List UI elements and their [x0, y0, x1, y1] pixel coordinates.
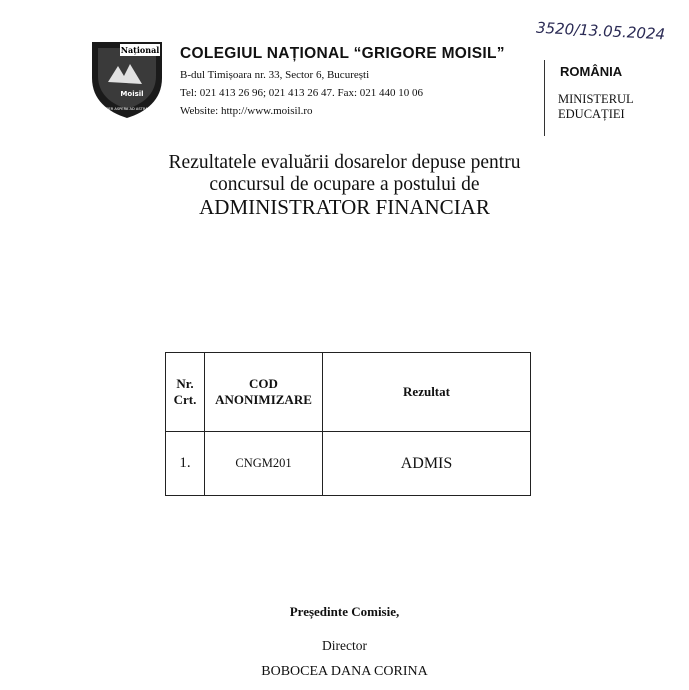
logo-text-mid: Moisil [120, 90, 144, 98]
header-code-line1: COD [249, 376, 278, 391]
cell-nr: 1. [166, 432, 205, 496]
school-website[interactable]: Website: http://www.moisil.ro [180, 105, 313, 117]
table-row [166, 432, 531, 496]
header-code [205, 353, 323, 432]
document-title [0, 152, 689, 218]
school-phone: Tel: 021 413 26 96; 021 413 26 47. Fax: 021 440 10 06 [180, 87, 424, 99]
director-name: BOBOCEA DANA CORINA [261, 664, 428, 679]
title-line-1: Rezultatele evaluării dosarelor depuse pentru [168, 152, 521, 173]
header-nr [166, 353, 205, 432]
cell-result: ADMIS [323, 432, 531, 496]
title-line-3: ADMINISTRATOR FINANCIAR [199, 195, 490, 219]
title-line-2: concursul de ocupare a postului de [209, 174, 480, 195]
ministry-label [558, 92, 634, 122]
logo-text-top: Național [120, 45, 160, 55]
header-nr-line1: Nr. [176, 376, 194, 391]
header-divider [544, 60, 545, 136]
cell-code: CNGM201 [205, 432, 323, 496]
header-result: Rezultat [323, 353, 531, 432]
school-name: COLEGIUL NAȚIONAL “GRIGORE MOISIL” [180, 45, 505, 62]
ministry-line-1: MINISTERUL [558, 92, 634, 106]
table-header-row [166, 353, 531, 432]
header-code-line2: ANONIMIZARE [215, 392, 312, 407]
ministry-line-2: EDUCAȚIEI [558, 107, 625, 121]
school-logo [86, 38, 168, 120]
header-nr-line2: Crt. [173, 392, 197, 407]
school-address: B-dul Timișoara nr. 33, Sector 6, București [180, 69, 370, 81]
country-label: ROMÂNIA [560, 64, 623, 79]
results-table [165, 352, 531, 496]
logo-motto: PER ASPERA AD ASTRA [106, 107, 148, 111]
registration-number: 3520/13.05.2024 [535, 18, 666, 44]
committee-president-label: Președinte Comisie, [289, 604, 400, 619]
director-label: Director [322, 638, 367, 653]
